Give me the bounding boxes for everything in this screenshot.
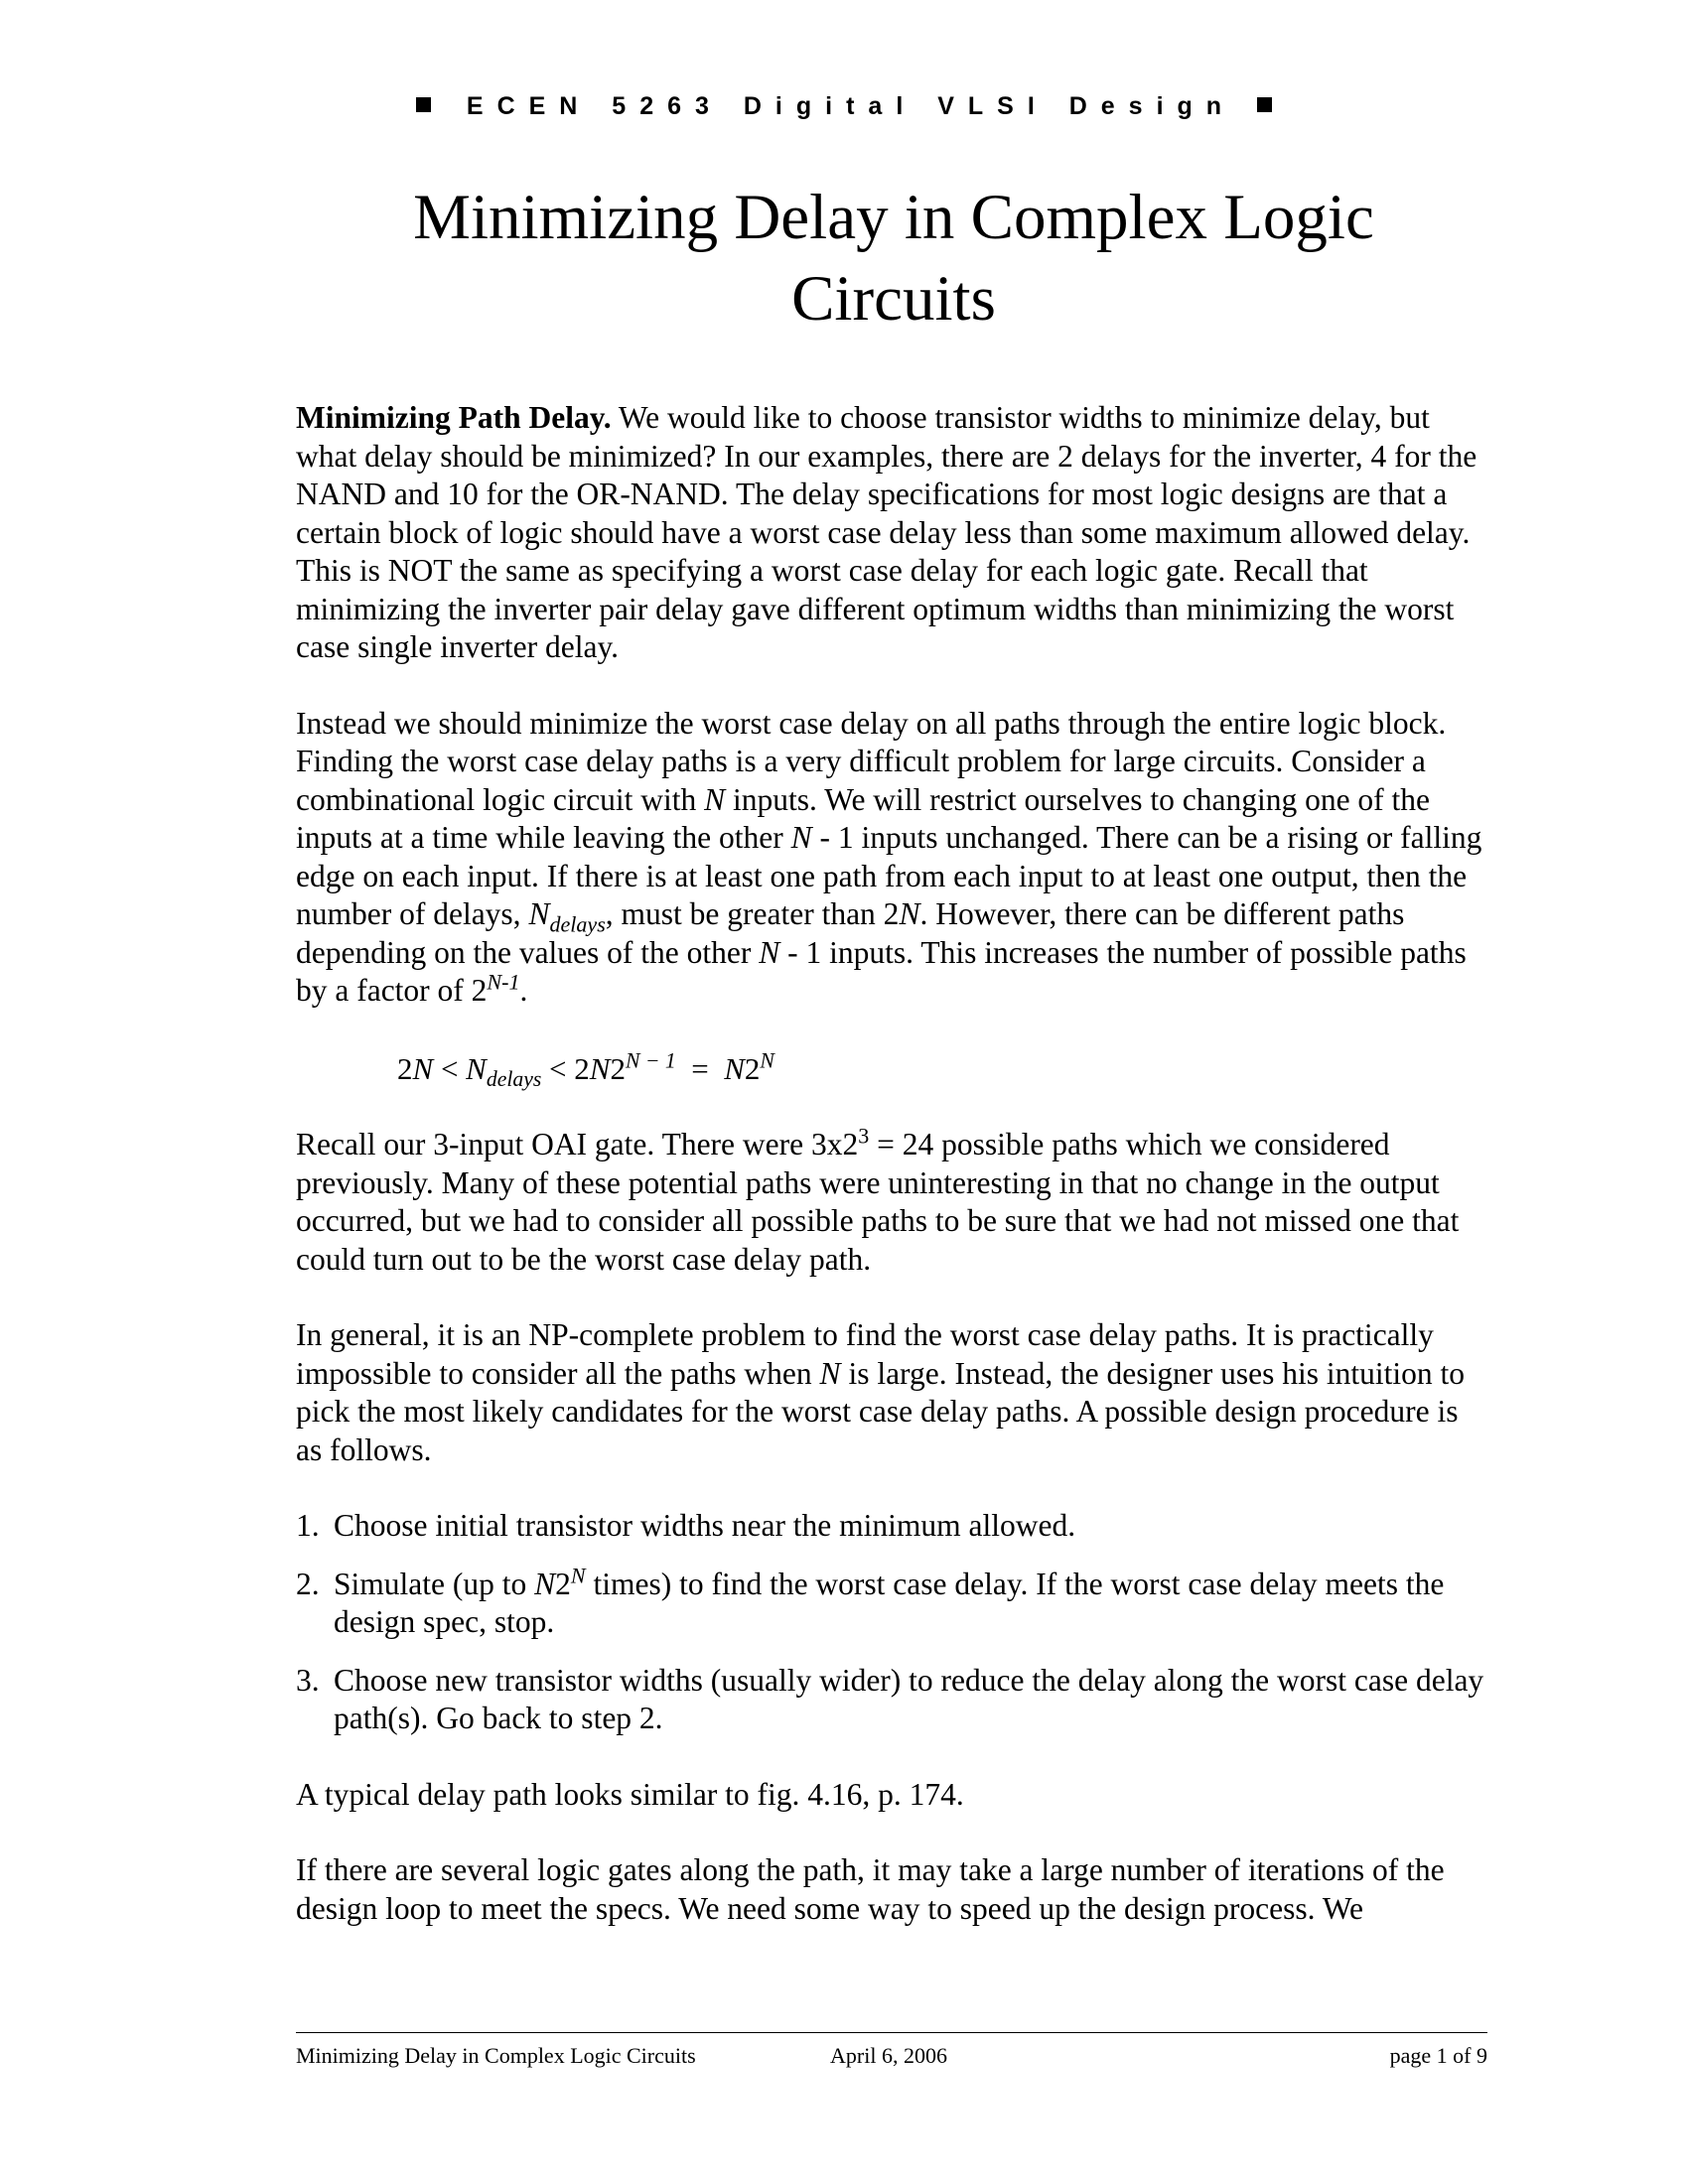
design-procedure-list [296, 1507, 1487, 1738]
delay-count-formula: $2N < N_{delays} < 2N2^{N - 1} = N2^N$ [397, 1048, 774, 1091]
paragraph-worst-case: Instead we should minimize the worst case delay on all paths through the entire logic block. Finding the worst case delay paths is a very difficult problem for large circuits. Consider a combinational logic circuit with N inputs. We will restrict ourselves to changing one of the inputs at a time while leaving the other N - 1 inputs unchanged. There can be a rising or falling edge on each input. If there is at least one path from each input to at least one output, then the number of delays, $N_{delays}$, must be greater than 2N. However, there can be different paths depending on the values of the other N - 1 inputs. This increases the number of possible paths by a factor of $2^{N-1}$. [296, 705, 1482, 1008]
square-bullet-icon [1257, 97, 1272, 112]
page-title [298, 177, 1489, 340]
title-line-1: Minimizing Delay in Complex Logic [413, 182, 1374, 253]
footer-title: Minimizing Delay in Complex Logic Circuits [296, 2043, 696, 2068]
running-header [0, 92, 1688, 121]
course-name: ECEN 5263 Digital VLSI Design [466, 92, 1236, 120]
paragraph-oai-gate: Recall our 3-input OAI gate. There were $3x2^3 = 24$ possible paths which we considered previously. Many of these potential paths were uninteresting in that no change in the output occurred, but we had to consider all possible paths to be sure that we had not missed one that could turn out to be the worst case delay path. [296, 1123, 1460, 1277]
paragraph-path-delay: Minimizing Path Delay. We would like to choose transistor widths to minimize delay, but what delay should be minimized? In our examples, there are 2 delays for the inverter, 4 for the NAND and 10 for the OR-NAND. The delay specifications for most logic designs are that a certain block of logic should have a worst case delay less than some maximum allowed delay. This is NOT the same as specifying a worst case delay for each logic gate. Recall that minimizing the inverter pair delay gave different optimum widths than minimizing the worst case single inverter delay. [296, 400, 1477, 664]
footer-date: April 6, 2006 [830, 2043, 947, 2068]
footer-divider [296, 2032, 1487, 2033]
paragraph-typical-path: A typical delay path looks similar to fig. 4.16, p. 174. [296, 1776, 964, 1812]
list-item: 3. Choose new transistor widths (usually wider) to reduce the delay along the worst case delay path(s). Go back to step 2. [296, 1662, 1484, 1735]
paragraph-design-loop: If there are several logic gates along the path, it may take a large number of iterations of the design loop to meet the specs. We need some way to speed up the design process. We [296, 1852, 1445, 1926]
paragraph-lead: Minimizing Path Delay. [296, 400, 612, 435]
paragraph-np-complete: In general, it is an NP-complete problem to find the worst case delay paths. It is practically impossible to consider all the paths when N is large. Instead, the designer uses his intuition to pick the most likely candidates for the worst case delay paths. A possible design procedure is as follows. [296, 1317, 1466, 1467]
document-body [296, 399, 1487, 1928]
list-item: 2. Simulate (up to $N2^N$ times) to find the worst case delay. If the worst case delay meets the design spec, stop. [296, 1563, 1445, 1639]
square-bullet-icon [416, 97, 431, 112]
list-item: 1. Choose initial transistor widths near the minimum allowed. [296, 1508, 1076, 1543]
footer-page-number: page 1 of 9 [1389, 2043, 1487, 2068]
title-line-2: Circuits [791, 263, 996, 335]
